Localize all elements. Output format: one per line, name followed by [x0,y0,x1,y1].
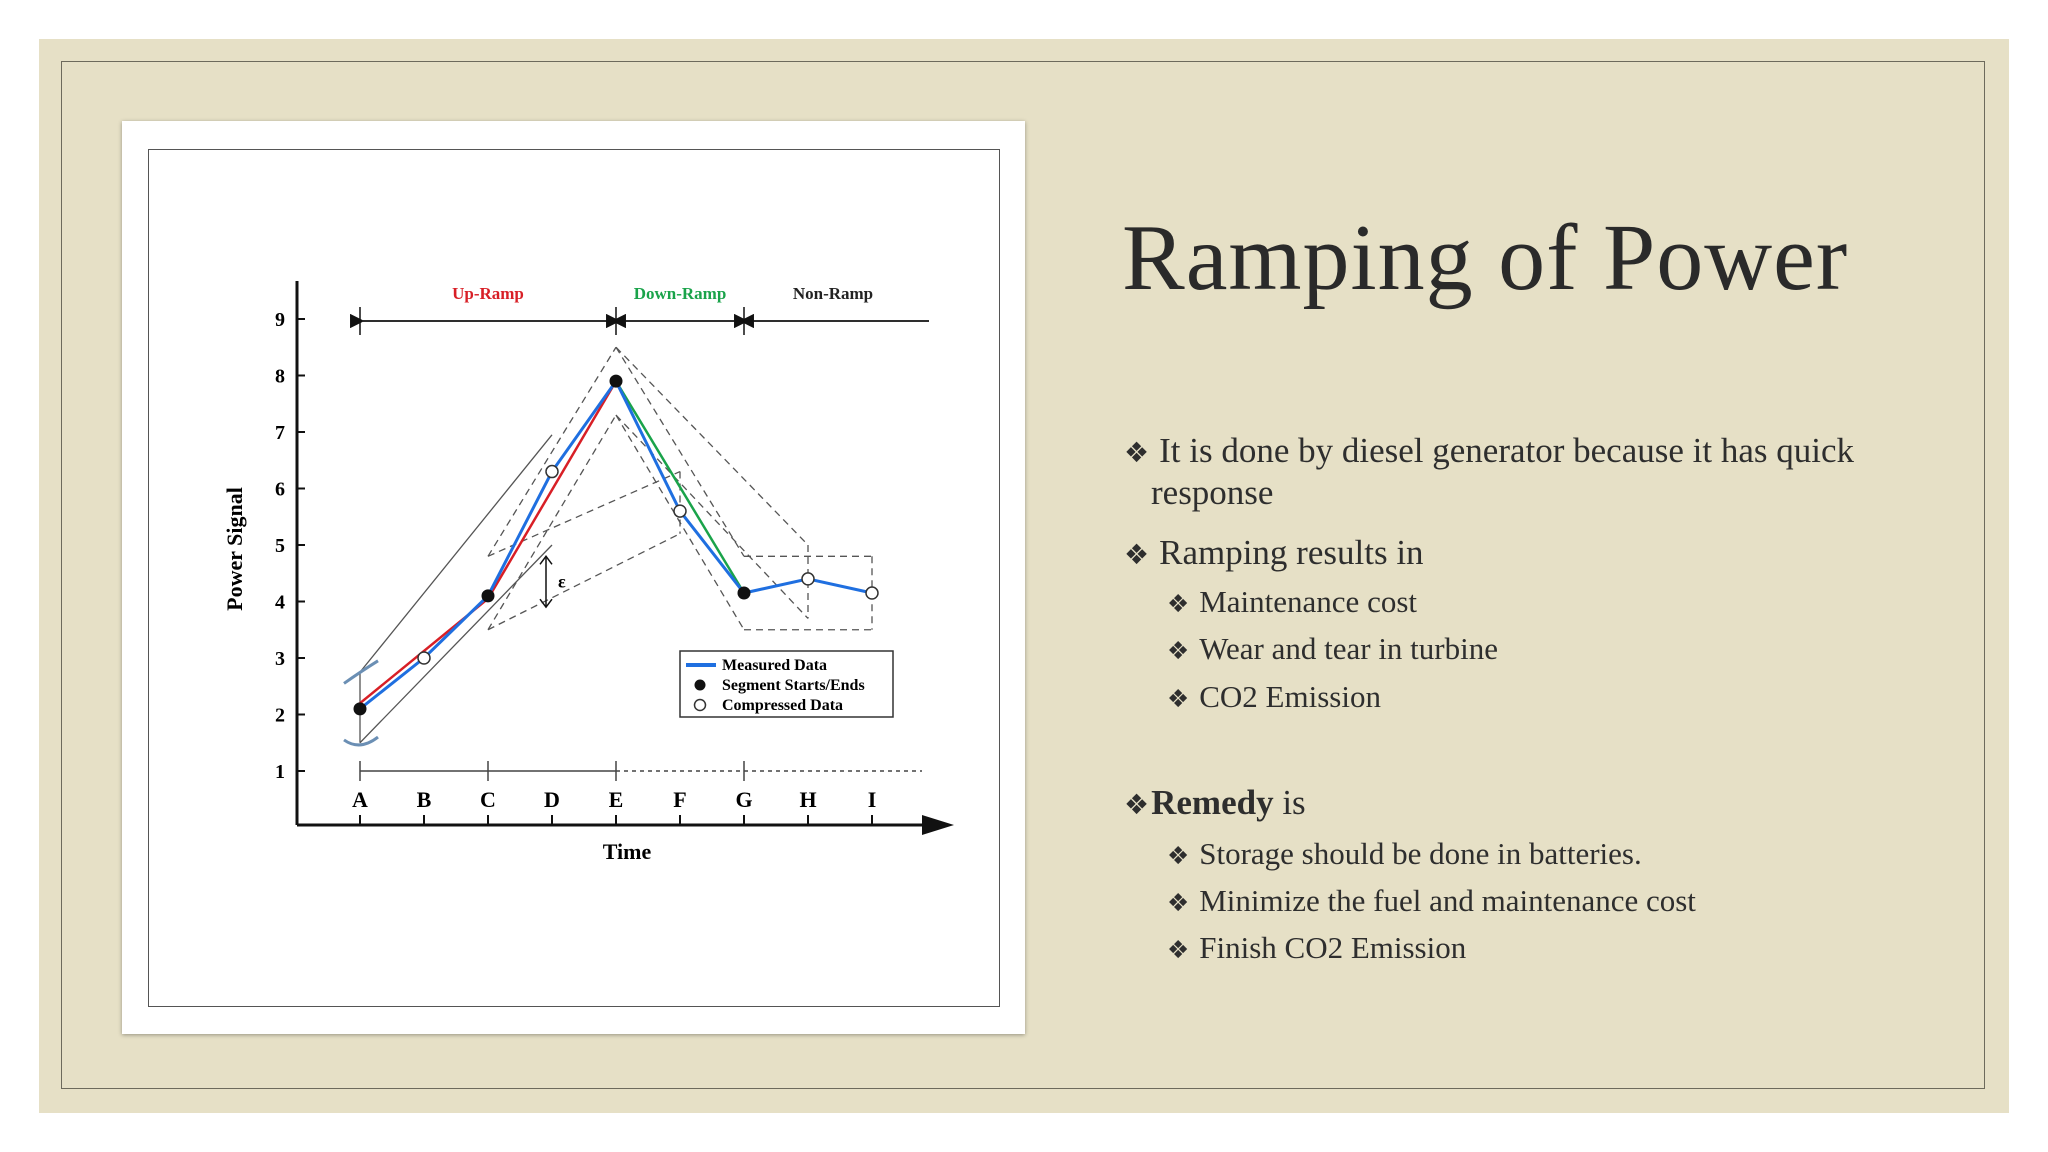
envelope-line [488,415,616,630]
compressed-point [802,573,814,585]
sub-bullet-text: Finish CO2 Emission [1199,930,1467,965]
y-tick-label: 9 [275,309,285,331]
bullet-2 [1124,533,1424,573]
x-tick-label: C [480,787,496,812]
slide [39,39,2009,1113]
remedy-text: is [1273,783,1306,822]
region-label: Non-Ramp [792,284,874,303]
bullet-glyph-icon: ❖ [1167,589,1190,618]
sub-bullet-maintenance [1167,584,1417,620]
x-tick-label: B [416,787,432,812]
sub-bullet-co2 [1167,679,1381,715]
bullet-1-continued [1151,473,1273,513]
sub-bullet-finish [1167,930,1466,966]
envelope-line [488,472,680,557]
y-tick-label: 4 [275,591,285,614]
y-tick-label: 1 [275,761,285,783]
bullet-1 [1124,431,1854,471]
legend-entry: Segment Starts/Ends [722,677,865,694]
legend-circle-swatch [695,700,706,711]
y-axis-label: Power Signal [222,487,247,611]
x-tick-label: I [867,787,877,812]
bullet-glyph-icon: ❖ [1124,538,1150,571]
sub-bullet-text: Wear and tear in turbine [1199,631,1498,666]
bullet-remedy [1124,783,1306,823]
sub-bullet-text: Minimize the fuel and maintenance cost [1199,883,1696,918]
y-tick-label: 5 [275,535,285,557]
legend-entry: Compressed Data [722,697,844,714]
figure-card [122,121,1025,1034]
y-tick-label: 7 [275,422,285,444]
bullet-glyph-icon: ❖ [1167,888,1190,917]
y-tick-label: 6 [275,478,285,501]
remedy-bold: Remedy [1151,783,1274,822]
bullet-glyph-icon: ❖ [1124,436,1150,469]
sub-bullet-wear [1167,631,1498,667]
envelope-line [488,347,616,556]
segment-point [738,587,751,600]
x-tick-label: A [352,787,368,812]
segment-point [482,589,495,602]
x-tick-label: D [544,787,560,812]
down-ramp-segment [616,381,744,593]
sub-bullet-text: CO2 Emission [1199,679,1381,714]
region-label: Up-Ramp [452,284,524,303]
x-tick-label: F [673,787,687,812]
bullet-glyph-icon: ❖ [1167,684,1190,713]
compressed-point [866,587,878,599]
slide-title: Ramping of Power [1122,206,1849,310]
bullet-glyph-icon: ❖ [1167,636,1190,665]
envelope-line [360,545,552,743]
segment-point [610,375,623,388]
legend-entry: Measured Data [722,657,828,674]
compressed-point [418,652,430,664]
sub-bullet-minimize [1167,883,1696,919]
sub-bullet-storage [1167,836,1642,872]
compressed-point [674,505,686,517]
up-ramp-segment [360,381,616,703]
y-tick-label: 3 [275,648,285,670]
legend-dot-swatch [695,680,706,691]
sub-bullet-text: Maintenance cost [1199,584,1418,619]
ramp-chart [122,121,1025,1034]
rotate-up-icon [344,661,378,684]
region-label: Down-Ramp [633,284,727,303]
x-tick-label: H [799,787,817,812]
bullet-1-text-line2: response [1151,473,1274,512]
x-axis-label: Time [602,839,652,864]
bullet-1-text: It is done by diesel generator because it has quick [1159,431,1855,470]
x-tick-label: G [735,787,753,812]
x-axis-arrow-icon [922,815,954,835]
y-tick-label: 2 [275,704,285,727]
sub-bullet-text: Storage should be done in batteries. [1199,836,1642,871]
segment-point [354,702,367,715]
bullet-glyph-icon: ❖ [1167,841,1190,870]
envelope-line [360,435,552,672]
bullet-2-text: Ramping results in [1159,533,1424,572]
bullet-glyph-icon: ❖ [1124,788,1150,821]
x-tick-label: E [608,787,624,812]
bullet-glyph-icon: ❖ [1167,935,1190,964]
compressed-point [546,466,558,478]
y-tick-label: 8 [275,365,285,388]
epsilon-label: ε [558,571,566,592]
